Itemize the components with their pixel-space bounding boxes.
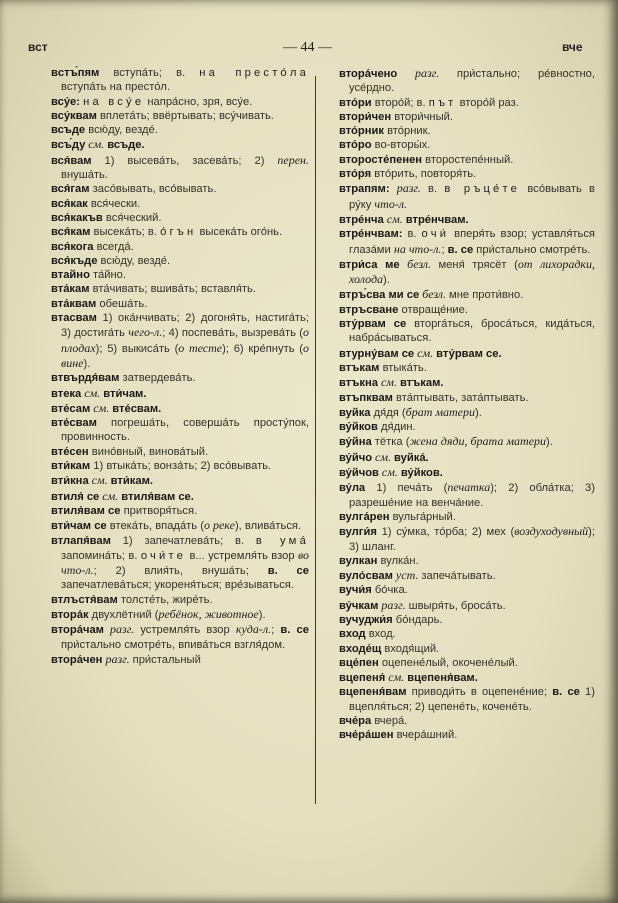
label-italic: см. <box>414 345 437 360</box>
translation-text: дя́дин. <box>377 421 416 434</box>
dictionary-entry <box>339 66 595 96</box>
headword: втайно <box>51 269 90 282</box>
headword: вто́ро <box>339 139 372 152</box>
dictionary-entry <box>51 109 309 123</box>
dictionary-entry <box>339 598 595 613</box>
translation-text: ). <box>258 608 266 621</box>
spaced-phrase: очи́те <box>140 549 187 562</box>
dictionary-entry <box>339 465 595 480</box>
headword: ву́йков. <box>400 467 443 480</box>
spaced-phrase: в ума́ <box>255 534 309 547</box>
dictionary-entry <box>51 607 309 622</box>
headword: вти́кам. <box>110 475 153 488</box>
dictionary-entry <box>51 282 309 296</box>
translation-text: вплета́ть; ввёртывать; всу́чивать. <box>96 109 274 122</box>
translation-text: в. <box>428 183 445 196</box>
dictionary-entry <box>51 123 309 137</box>
left-column <box>51 66 309 667</box>
label-italic: о вине <box>61 340 310 370</box>
translation-text: засо́вывать, всо́вывать. <box>89 183 217 196</box>
headword: втиля́ се <box>51 490 100 503</box>
dictionary-entry <box>339 420 595 434</box>
headword: втре́нча <box>339 213 384 226</box>
headword: второсте́пенен <box>339 153 423 166</box>
dictionary-entry <box>339 685 595 714</box>
dictionary-entry <box>339 613 595 627</box>
headword: вцепеня́вам <box>339 686 407 699</box>
headword: всъ́ду <box>51 139 86 152</box>
headword: вся́какъв <box>51 211 103 224</box>
dictionary-entry <box>51 211 309 225</box>
headword: вте́свам <box>51 417 97 430</box>
headword: втвърдя́вам <box>51 372 120 385</box>
dictionary-entry <box>339 96 595 110</box>
translation-text: вступа́ть на престо́л. <box>61 81 171 94</box>
translation-text: ), влива́ться. <box>234 520 302 533</box>
label-italic: см. <box>372 449 395 464</box>
translation-text: втека́ть, впада́ть ( <box>106 520 204 533</box>
translation-text: ; 2) влия́ть, внуша́ть; <box>93 565 268 578</box>
spaced-phrase: път <box>428 96 457 109</box>
dictionary-entry <box>51 622 309 652</box>
headword: входе́щ <box>339 642 382 655</box>
dictionary-entry <box>339 212 595 227</box>
headword: вче́ра́шен <box>339 729 394 742</box>
translation-text: толсте́ть, жире́ть. <box>117 593 213 606</box>
dictionary-entry <box>339 510 595 524</box>
headword: вход <box>339 628 366 641</box>
translation-text: отвраще́ние. <box>398 303 469 316</box>
headword: ву́чкам <box>339 599 379 612</box>
translation-text: двухлётний ( <box>88 608 159 621</box>
dictionary-entry <box>51 445 309 459</box>
label-italic: см. <box>383 211 406 226</box>
translation-text: 1) вцепля́ться; 2) цепене́ть, кочене́ть. <box>349 686 595 713</box>
translation-text: вта́птывать, зата́птывать. <box>392 391 529 404</box>
translation-text: внуша́ть. <box>61 169 108 182</box>
headword: всу́е: <box>51 95 80 108</box>
dictionary-entry <box>51 489 309 504</box>
headword: втора́к <box>51 608 89 621</box>
translation-text: притворя́ться. <box>120 504 198 517</box>
label-italic: на что-л. <box>393 241 442 256</box>
dictionary-entry <box>339 361 595 375</box>
dictionary-entry <box>51 504 309 518</box>
dictionary-entry <box>339 181 595 212</box>
headword: вта́кам <box>51 283 90 296</box>
headword: вти́кам <box>51 460 91 473</box>
dictionary-entry <box>339 524 595 554</box>
headword: ву́йков <box>339 421 378 434</box>
headword: вся́вам <box>51 154 92 167</box>
right-guide-word: вче <box>562 40 583 54</box>
dictionary-entry <box>339 728 595 742</box>
label-italic: от лихорадки, холода <box>349 256 596 287</box>
translation-text: ); 5) выкиса́ть ( <box>95 342 179 355</box>
dictionary-entry <box>339 714 595 728</box>
translation-text: устремля́ть взор <box>140 624 236 637</box>
headword: в. се <box>552 686 580 699</box>
translation-text: дя́дя ( <box>370 406 406 419</box>
translation-text: 1) запечатлева́ть; в. <box>110 534 256 547</box>
headword: вся́как <box>51 197 88 210</box>
label-italic: о реке <box>203 518 235 533</box>
dictionary-entry <box>51 197 309 211</box>
dictionary-entry <box>339 554 595 568</box>
dictionary-entry <box>339 346 595 361</box>
dictionary-entry <box>51 459 309 473</box>
translation-text: вчера́шний. <box>393 729 458 742</box>
translation-text: всегда́. <box>93 240 134 253</box>
headword: вучуджи́я <box>339 613 393 626</box>
dictionary-entry <box>51 66 309 95</box>
headword: вти́кна <box>51 475 89 488</box>
column-divider <box>315 76 316 804</box>
label-italic: куда-л. <box>235 622 272 637</box>
translation-text: вступа́ть; в. <box>99 67 200 79</box>
headword: вуйка́. <box>394 451 429 464</box>
translation-text: ). <box>475 406 482 419</box>
translation-text: затвердева́ть. <box>119 372 196 385</box>
headword: вте́свам. <box>112 402 162 415</box>
translation-text: при́стально смотре́ть, впива́ться взгля́дом. <box>61 638 286 651</box>
label-italic: см. <box>378 465 401 480</box>
translation-text: вто́рник. <box>383 125 431 138</box>
dictionary-entry <box>339 670 595 685</box>
right-column <box>339 66 595 743</box>
dictionary-entry <box>339 138 595 152</box>
dictionary-entry <box>51 95 309 109</box>
translation-text: втори́чный. <box>391 110 453 123</box>
headword: в. се <box>447 243 474 256</box>
headword: вти́чам. <box>103 387 147 400</box>
headword: ву́йчо <box>339 451 373 464</box>
headword: вто́ря <box>339 168 372 181</box>
headword: вти́чам се <box>51 520 107 533</box>
headword: втиля́вам се. <box>121 490 194 503</box>
label-italic: см. <box>377 375 400 390</box>
translation-text: вино́вный, винова́тый. <box>88 445 209 458</box>
headword: втръ́сва ми се <box>339 289 420 302</box>
dictionary-entry <box>339 568 595 583</box>
translation-text: высека́ть; в. <box>90 226 161 239</box>
headword: втри́са ме <box>339 258 400 271</box>
translation-text: во-вторы́х. <box>371 139 431 152</box>
headword: втрапям: <box>339 183 390 196</box>
headword: втлапя́вам <box>51 534 111 547</box>
translation-text: ). <box>383 274 390 287</box>
headword: всу́квам <box>51 109 97 122</box>
headword: вуйка <box>339 406 371 419</box>
label-italic: воздуходувный <box>514 524 589 539</box>
headword: всъде. <box>107 139 145 152</box>
translation-text: высека́ть ого́нь. <box>196 226 283 239</box>
headword: втора́чам <box>51 624 104 637</box>
translation-text: всо́вывать в ру́ку <box>349 183 595 211</box>
label-italic: разг. <box>389 181 429 196</box>
spaced-phrase: очи́ <box>421 228 450 241</box>
label-italic: см. <box>90 400 113 415</box>
dictionary-entry <box>51 225 309 239</box>
translation-text: тётка ( <box>371 436 410 449</box>
headword: втъкна <box>339 377 378 390</box>
headword: вулкан <box>339 554 378 567</box>
dictionary-entry <box>51 416 309 445</box>
dictionary-entry <box>339 642 595 656</box>
headword: вучи́я <box>339 584 372 597</box>
headword: втре́нчвам: <box>339 228 403 241</box>
headword: втиля́вам се <box>51 504 121 517</box>
spaced-phrase: в ръце́те <box>444 183 521 196</box>
translation-text: 1) втыка́ть; вонза́ть; 2) всо́вывать. <box>90 460 272 473</box>
spaced-phrase: на всу́е <box>83 95 145 108</box>
dictionary-entry <box>51 534 309 593</box>
translation-text: ; 4) поспева́ть, вызрева́ть ( <box>162 327 303 340</box>
dictionary-entry <box>51 311 309 371</box>
dictionary-entry <box>339 257 595 288</box>
headword: всъде <box>51 124 86 137</box>
translation-text: вта́чивать; вшива́ть; вставля́ть. <box>89 283 256 296</box>
dictionary-entry <box>339 317 595 346</box>
label-italic: см. <box>85 137 108 152</box>
dictionary-entry <box>339 405 595 420</box>
translation-text: ). <box>545 436 553 449</box>
label-italic: разг. <box>397 66 457 80</box>
headword: вся́къде <box>51 254 98 267</box>
headword: вте́сен <box>51 445 89 458</box>
label-italic: см. <box>88 473 111 488</box>
label-italic: о плодах <box>61 325 309 355</box>
translation-text: 1) су́мка, то́рба; 2) мех ( <box>376 526 515 539</box>
translation-text: 1) ока́нчивать; 2) догоня́ть, настига́ть; 3) достига́ть <box>61 312 309 340</box>
label-italic: разг. <box>102 651 133 666</box>
headword: вто́ри <box>339 96 372 109</box>
label-italic: безл. <box>399 256 439 271</box>
headword: вся́кога <box>51 240 94 253</box>
translation-text: вчера́. <box>371 715 408 728</box>
headword: втръсване <box>339 303 399 316</box>
translation-text: втыка́ть. <box>379 361 427 374</box>
label-italic: жена дяди, брата матери <box>409 434 546 449</box>
translation-text: 1) печа́ть ( <box>365 482 448 495</box>
translation-text: при́стальный <box>132 653 201 666</box>
label-italic: см. <box>99 488 122 503</box>
translation-text: входя́щий. <box>381 642 440 655</box>
headword: вся́гам <box>51 183 90 196</box>
dictionary-entry <box>339 627 595 641</box>
headword: втре́нчвам. <box>405 213 469 226</box>
translation-text: всю́ду, везде́. <box>85 124 158 137</box>
dictionary-entry <box>339 480 595 510</box>
dictionary-entry <box>339 110 595 124</box>
dictionary-entry <box>339 167 595 181</box>
translation-text: вулка́н. <box>377 554 419 567</box>
dictionary-entry <box>51 268 309 282</box>
headword: вто́рник <box>339 125 384 138</box>
headword: вулги́я <box>339 526 377 539</box>
label-italic: о тесте <box>178 340 223 355</box>
label-italic: безл. <box>419 287 450 302</box>
dictionary-entry <box>51 652 309 667</box>
label-italic: см. <box>81 385 104 400</box>
headword: втъкам. <box>399 377 444 390</box>
translation-text: напра́сно, зря, всу́е. <box>144 95 253 108</box>
dictionary-entry <box>339 450 595 465</box>
translation-text: запеча́тывать. <box>421 570 496 583</box>
headword: вcтъ́пям <box>51 67 100 79</box>
headword: вцепеня́ <box>339 672 386 685</box>
translation-text: та́йно. <box>89 269 126 282</box>
headword: вулга́рен <box>339 510 390 523</box>
label-italic: разг. <box>378 597 409 612</box>
dictionary-entry <box>339 434 595 449</box>
headword: втъпквам <box>339 391 393 404</box>
headword: втасвам <box>51 312 97 325</box>
headword: вту́рвам се. <box>436 347 502 360</box>
spaced-phrase: о́гън <box>160 226 197 239</box>
translation-text: при́стально смотре́ть. <box>473 243 591 256</box>
translation-text: вся́ческий. <box>102 211 162 224</box>
label-italic: что-л. <box>374 196 408 211</box>
label-italic: чего-л. <box>128 325 163 340</box>
dictionary-entry <box>339 124 595 138</box>
dictionary-entry <box>51 473 309 488</box>
headword: вся́кам <box>51 226 91 239</box>
headword: втека <box>51 387 82 400</box>
translation-text: ). <box>83 357 91 370</box>
translation-text: бо́ндарь. <box>392 613 443 626</box>
translation-text: вход. <box>365 628 396 641</box>
dictionary-entry <box>339 153 595 167</box>
headword: ву́ла <box>339 482 366 495</box>
translation-text: ); 3) шланг. <box>349 526 595 553</box>
dictionary-entry <box>339 375 595 390</box>
translation-text: ); 2) обла́тка; 3) разреше́ние на венча́ние. <box>349 482 595 509</box>
translation-text: второ́й раз. <box>456 96 519 109</box>
headword: вту́рвам се <box>339 318 407 331</box>
translation-text: оцепене́лый, окочене́лый. <box>378 656 518 669</box>
translation-text: погреша́ть, соверша́ть просту́пок, провинность. <box>61 417 309 444</box>
page-number: — 44 — <box>283 40 332 55</box>
label-italic: см. <box>385 670 408 685</box>
label-italic: перен. <box>277 152 309 167</box>
label-italic: брат матери <box>405 404 476 419</box>
headword: втора́чен <box>51 653 103 666</box>
translation-text: запомина́ть; в. <box>61 549 141 562</box>
headword: вуло́свам <box>339 570 393 583</box>
dictionary-entry <box>51 297 309 311</box>
label-italic: ребёнок, животное <box>158 606 259 621</box>
dictionary-entry <box>51 518 309 533</box>
dictionary-entry <box>339 583 595 597</box>
dictionary-entry <box>51 182 309 196</box>
translation-text: всю́ду, везде́. <box>97 254 171 267</box>
translation-text: запечатлева́ться; укореня́ться; вре́зываться. <box>61 579 294 592</box>
translation-text: второстепе́нный. <box>422 153 514 166</box>
label-italic: уст. <box>392 568 422 583</box>
spaced-phrase: на престо́ла <box>199 67 309 79</box>
translation-text: 1) высева́ть, засева́ть; 2) <box>91 154 278 167</box>
dictionary-entry <box>51 593 309 607</box>
translation-text: в. <box>402 228 422 241</box>
headword: втлъстя́вам <box>51 593 118 606</box>
label-italic: во что-л. <box>61 547 309 578</box>
dictionary-entry <box>339 656 595 670</box>
dictionary-entry <box>51 137 309 152</box>
translation-text: мне проти́вно. <box>449 289 524 302</box>
dictionary-entry <box>51 371 309 385</box>
translation-text: вто́рить, повторя́ть. <box>371 168 477 181</box>
label-italic: разг. <box>103 622 141 637</box>
translation-text: ; <box>441 243 448 256</box>
translation-text: в... устремля́ть взор <box>186 549 298 562</box>
headword: вце́пен <box>339 656 379 669</box>
translation-text: приводи́ть в оцепене́ние; <box>406 686 553 699</box>
headword: втора́чено <box>339 68 398 80</box>
headword: вта́квам <box>51 297 97 310</box>
label-italic: печатка <box>447 480 491 495</box>
headword: втурну́вам се <box>339 347 415 360</box>
translation-text: вторга́ться, броса́ться, кида́ться, набра́сываться. <box>349 318 595 345</box>
translation-text: вся́чески. <box>87 197 141 210</box>
headword: вте́сам <box>51 402 91 415</box>
translation-text: ); 6) кре́пнуть ( <box>222 342 304 355</box>
dictionary-entry <box>51 386 309 401</box>
headword: втори́чен <box>339 110 392 123</box>
dictionary-entry <box>51 240 309 254</box>
headword: ву́йна <box>339 436 372 449</box>
translation-text: бо́чка. <box>371 584 408 597</box>
translation-text: обеша́ть. <box>96 297 148 310</box>
dictionary-entry <box>51 401 309 416</box>
dictionary-entry <box>51 254 309 268</box>
translation-text: вульга́рный. <box>389 510 456 523</box>
headword: ву́йчов <box>339 467 379 480</box>
left-guide-word: вст <box>28 40 48 54</box>
dictionary-entry <box>51 153 309 183</box>
translation-text: второ́й; в. <box>371 96 429 109</box>
dictionary-entry <box>339 287 595 302</box>
translation-text: ; <box>271 624 281 637</box>
translation-text: вперя́ть взор; уставля́ться глаза́ми <box>349 228 595 256</box>
dictionary-entry <box>339 227 595 257</box>
dictionary-entry <box>339 303 595 317</box>
headword: вче́ра <box>339 715 372 728</box>
dictionary-entry <box>339 391 595 405</box>
translation-text: при́стально; ре́вностно, усе́рдно. <box>349 68 595 95</box>
translation-text: швыря́ть, броса́ть. <box>408 599 506 612</box>
translation-text: меня́ трясёт ( <box>438 258 518 271</box>
headword: в. се <box>267 565 309 578</box>
headword: в. се <box>280 624 309 637</box>
headword: втъкам <box>339 361 380 374</box>
headword: вцепеня́вам. <box>407 672 478 685</box>
